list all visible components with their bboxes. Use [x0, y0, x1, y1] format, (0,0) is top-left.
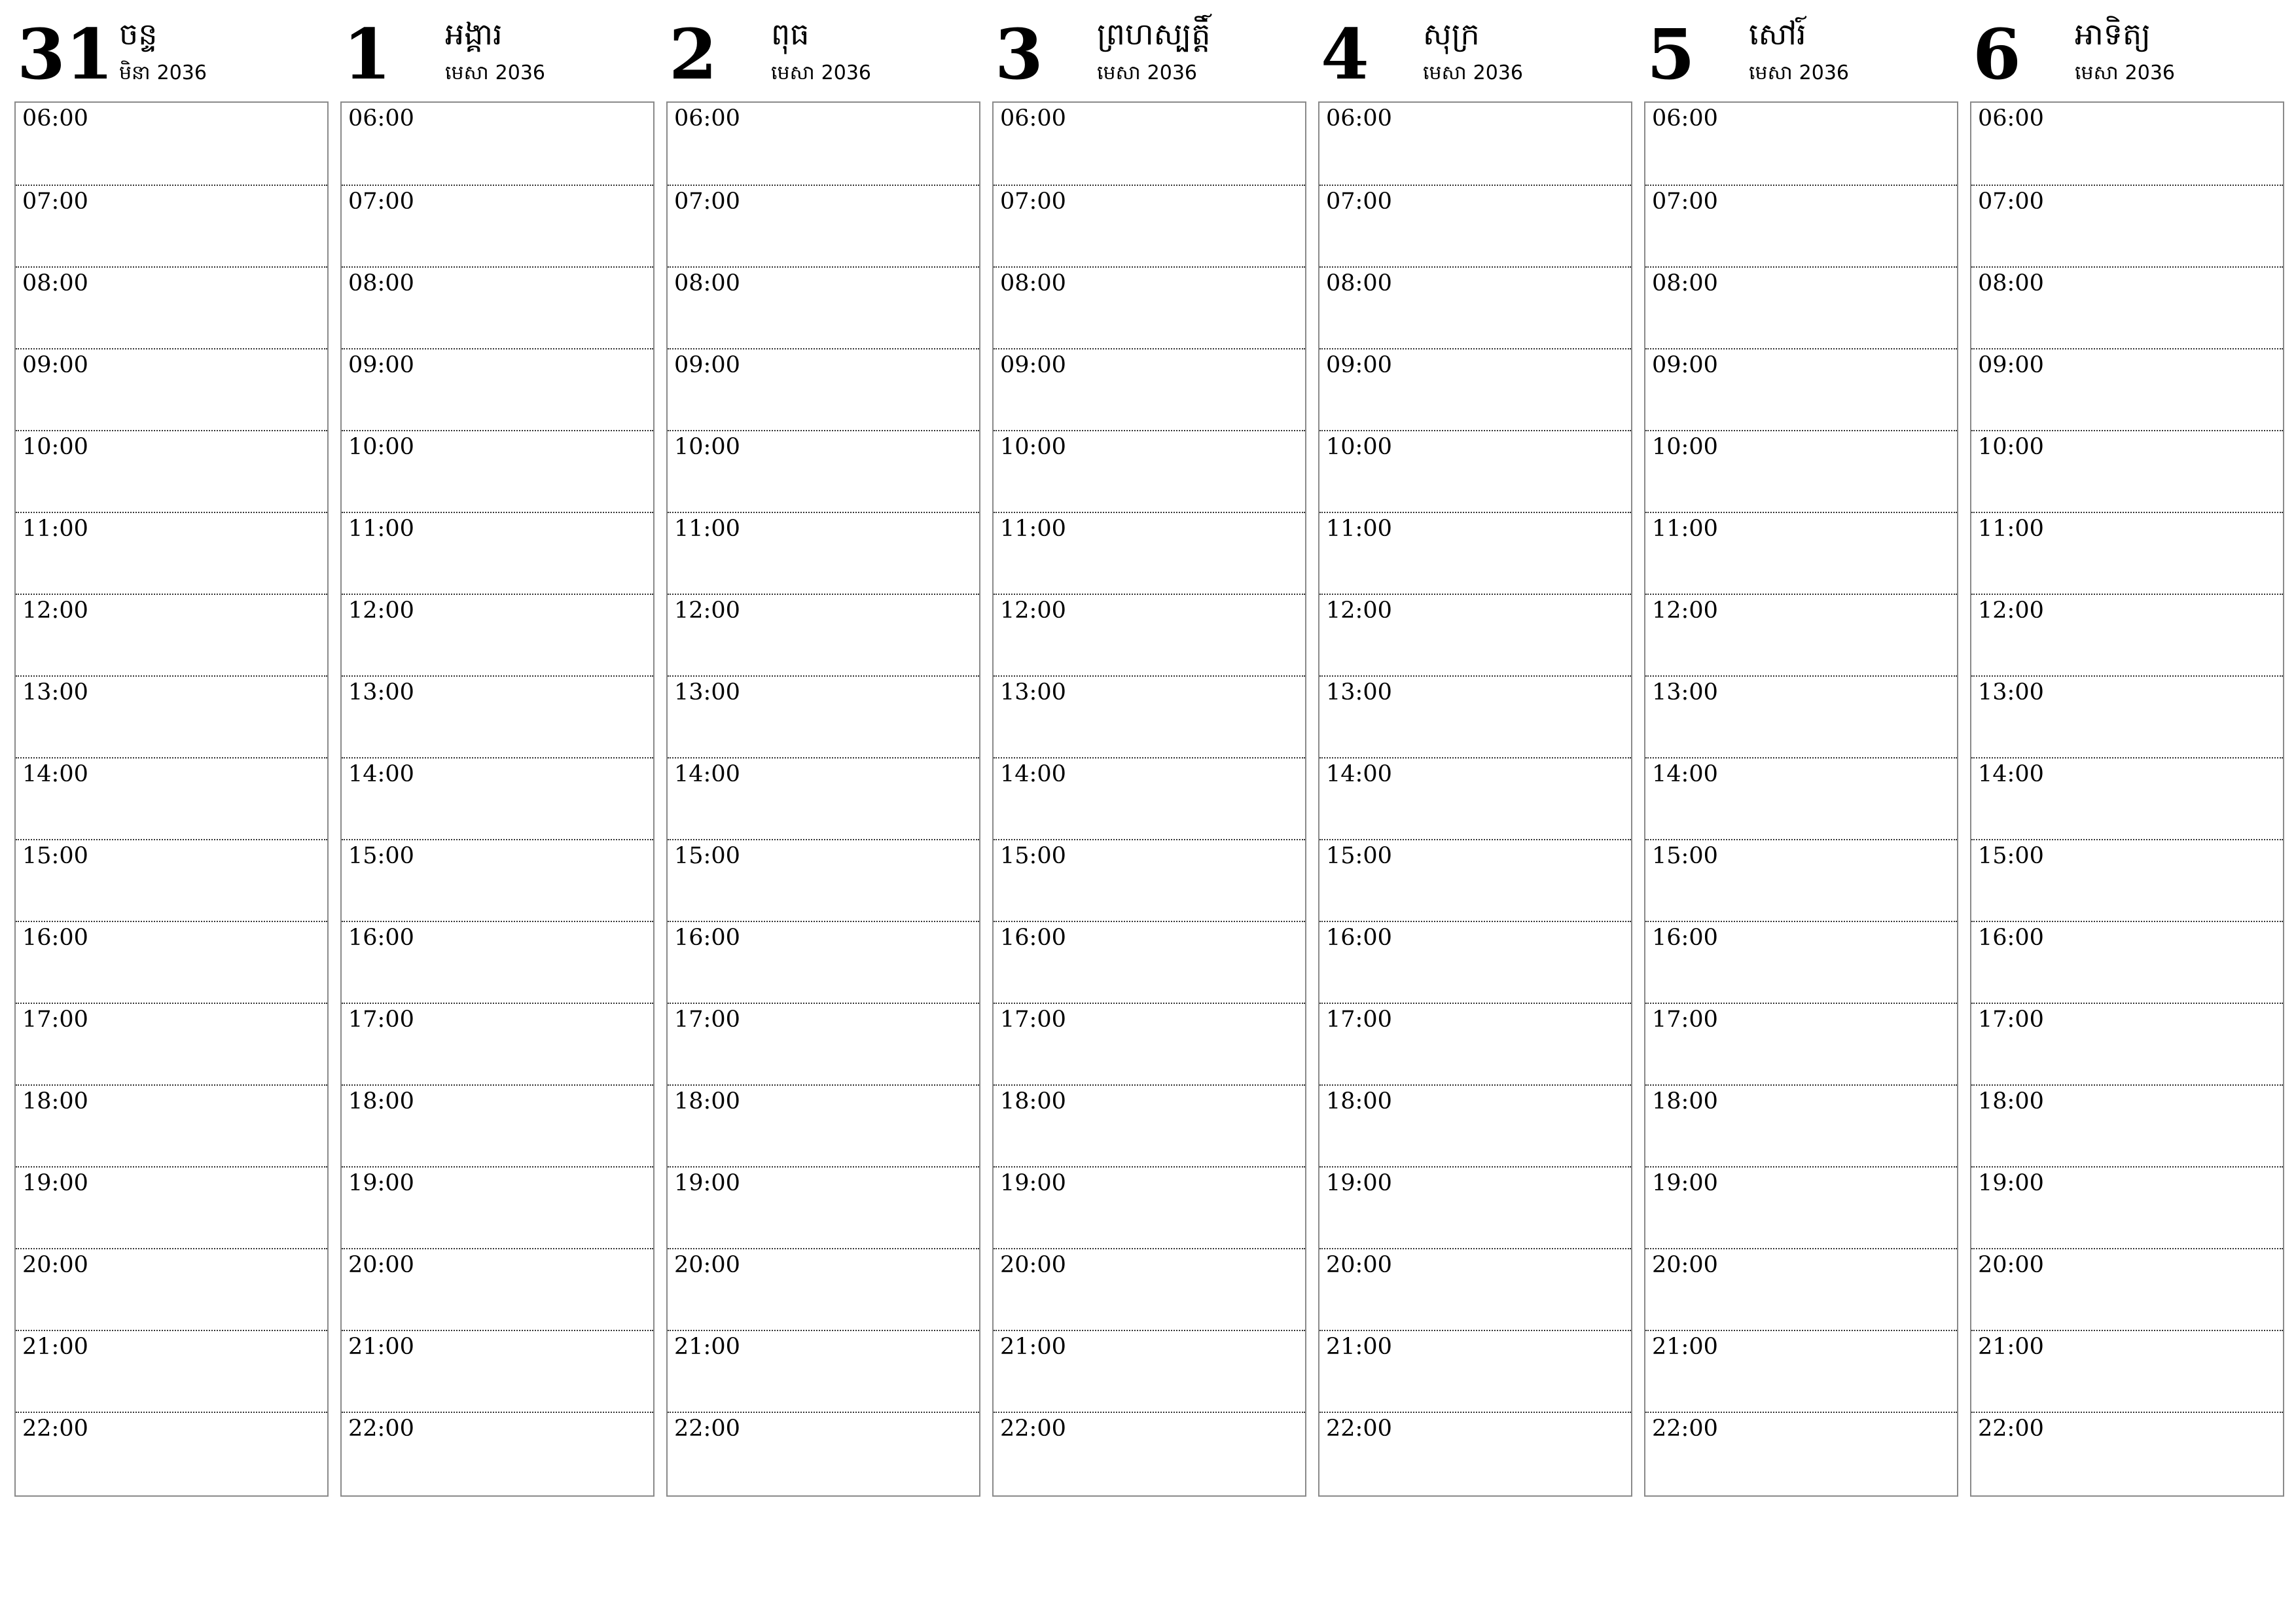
time-label: 10:00 — [22, 434, 88, 460]
day-column — [992, 0, 1306, 1505]
time-label: 09:00 — [674, 352, 740, 378]
time-slot[interactable] — [994, 675, 1305, 757]
time-label: 21:00 — [1978, 1334, 2044, 1360]
time-slot[interactable] — [342, 1084, 653, 1166]
time-slot[interactable] — [342, 266, 653, 348]
time-label: 17:00 — [1978, 1007, 2044, 1033]
month-year — [445, 58, 545, 89]
time-slot[interactable] — [668, 348, 979, 430]
time-label: 18:00 — [1000, 1088, 1066, 1115]
time-label: 14:00 — [1652, 761, 1718, 787]
time-label: 10:00 — [1978, 434, 2044, 460]
month-name: មិនា — [119, 62, 151, 84]
time-slot[interactable] — [16, 1330, 327, 1412]
time-label: 09:00 — [1326, 352, 1392, 378]
time-label: 07:00 — [674, 188, 740, 215]
time-label: 07:00 — [1652, 188, 1718, 215]
month-year — [1097, 58, 1197, 89]
time-slot[interactable] — [1319, 185, 1631, 266]
time-label: 17:00 — [348, 1007, 414, 1033]
time-label: 08:00 — [348, 270, 414, 296]
time-slot[interactable] — [16, 348, 327, 430]
time-label: 09:00 — [1978, 352, 2044, 378]
day-schedule-box — [14, 101, 329, 1497]
month-name: មេសា — [1097, 62, 1141, 84]
time-label: 18:00 — [1326, 1088, 1392, 1115]
time-label: 13:00 — [348, 679, 414, 705]
time-label: 12:00 — [1978, 597, 2044, 624]
time-slot[interactable] — [342, 921, 653, 1003]
time-label: 16:00 — [1326, 925, 1392, 951]
time-label: 07:00 — [1000, 188, 1066, 215]
month-year — [119, 58, 207, 89]
time-label: 17:00 — [674, 1007, 740, 1033]
time-slot[interactable] — [1971, 839, 2283, 921]
time-slot[interactable] — [994, 266, 1305, 348]
time-slot[interactable] — [1645, 1166, 1957, 1248]
day-number: 31 — [17, 13, 114, 95]
time-slot[interactable] — [1971, 1084, 2283, 1166]
time-label: 10:00 — [674, 434, 740, 460]
time-slot[interactable] — [668, 675, 979, 757]
time-slot[interactable] — [16, 1248, 327, 1330]
time-label: 11:00 — [674, 516, 740, 542]
time-label: 18:00 — [674, 1088, 740, 1115]
day-number: 6 — [1973, 13, 2021, 95]
time-label: 13:00 — [22, 679, 88, 705]
month-name: មេសា — [1749, 62, 1793, 84]
time-slot[interactable] — [1971, 1003, 2283, 1084]
day-header — [14, 0, 329, 98]
day-number: 3 — [995, 13, 1043, 95]
time-slot[interactable] — [16, 1166, 327, 1248]
time-slot[interactable] — [16, 266, 327, 348]
time-slot[interactable] — [342, 512, 653, 594]
time-slot[interactable] — [16, 839, 327, 921]
time-slot[interactable] — [16, 675, 327, 757]
time-slot[interactable] — [1645, 675, 1957, 757]
time-slot[interactable] — [1971, 348, 2283, 430]
day-schedule-box — [666, 101, 980, 1497]
time-label: 10:00 — [348, 434, 414, 460]
month-name: មេសា — [2075, 62, 2119, 84]
time-slot[interactable] — [1645, 348, 1957, 430]
time-label: 18:00 — [348, 1088, 414, 1115]
time-slot[interactable] — [1971, 185, 2283, 266]
time-label: 21:00 — [1326, 1334, 1392, 1360]
day-header — [666, 0, 980, 98]
time-slot[interactable] — [1645, 839, 1957, 921]
year: 2036 — [821, 62, 872, 84]
time-slot[interactable] — [1645, 512, 1957, 594]
time-slot[interactable] — [16, 1003, 327, 1084]
time-label: 16:00 — [1652, 925, 1718, 951]
time-slot[interactable] — [1319, 675, 1631, 757]
time-label: 19:00 — [1000, 1170, 1066, 1196]
time-label: 14:00 — [22, 761, 88, 787]
time-slot[interactable] — [668, 1003, 979, 1084]
time-label: 18:00 — [22, 1088, 88, 1115]
time-slot[interactable] — [1971, 1330, 2283, 1412]
day-header — [992, 0, 1306, 98]
time-label: 20:00 — [1978, 1252, 2044, 1278]
day-column — [666, 0, 980, 1505]
day-name: ព្រហស្បត្តិ៍ — [1097, 16, 1211, 52]
time-label: 13:00 — [1978, 679, 2044, 705]
time-slot[interactable] — [1319, 921, 1631, 1003]
time-label: 12:00 — [1000, 597, 1066, 624]
time-slot[interactable] — [1971, 430, 2283, 512]
time-label: 19:00 — [1978, 1170, 2044, 1196]
time-slot[interactable] — [1645, 266, 1957, 348]
day-schedule-box — [1970, 101, 2284, 1497]
time-slot[interactable] — [342, 185, 653, 266]
time-label: 19:00 — [674, 1170, 740, 1196]
time-label: 22:00 — [1000, 1416, 1066, 1442]
time-slot[interactable] — [1319, 430, 1631, 512]
year: 2036 — [156, 62, 207, 84]
time-slot[interactable] — [668, 1166, 979, 1248]
time-slot[interactable] — [16, 1412, 327, 1493]
month-year — [2075, 58, 2175, 89]
time-label: 22:00 — [348, 1416, 414, 1442]
time-label: 14:00 — [1326, 761, 1392, 787]
time-label: 22:00 — [674, 1416, 740, 1442]
time-slot[interactable] — [994, 1003, 1305, 1084]
time-slot[interactable] — [1319, 757, 1631, 839]
time-slot[interactable] — [1971, 1412, 2283, 1493]
time-slot[interactable] — [16, 1084, 327, 1166]
time-slot[interactable] — [668, 512, 979, 594]
day-number: 1 — [343, 13, 391, 95]
month-name: មេសា — [1423, 62, 1467, 84]
time-slot[interactable] — [1319, 103, 1631, 185]
time-slot[interactable] — [342, 430, 653, 512]
time-label: 13:00 — [1000, 679, 1066, 705]
time-slot[interactable] — [342, 1003, 653, 1084]
time-label: 15:00 — [348, 843, 414, 869]
time-slot[interactable] — [1971, 512, 2283, 594]
time-label: 06:00 — [674, 105, 740, 132]
day-header — [1318, 0, 1632, 98]
day-column — [1970, 0, 2284, 1505]
day-number: 4 — [1321, 13, 1369, 95]
time-label: 06:00 — [1326, 105, 1392, 132]
day-column — [1644, 0, 1958, 1505]
time-label: 21:00 — [22, 1334, 88, 1360]
month-year — [771, 58, 871, 89]
time-label: 22:00 — [22, 1416, 88, 1442]
time-label: 08:00 — [1000, 270, 1066, 296]
time-label: 16:00 — [674, 925, 740, 951]
time-slot[interactable] — [1971, 103, 2283, 185]
time-slot[interactable] — [1319, 512, 1631, 594]
time-slot[interactable] — [994, 103, 1305, 185]
time-label: 08:00 — [1978, 270, 2044, 296]
time-slot[interactable] — [342, 348, 653, 430]
time-slot[interactable] — [1319, 839, 1631, 921]
time-slot[interactable] — [1319, 1084, 1631, 1166]
year: 2036 — [1473, 62, 1524, 84]
time-slot[interactable] — [1645, 103, 1957, 185]
time-label: 11:00 — [1652, 516, 1718, 542]
time-slot[interactable] — [1645, 594, 1957, 675]
month-year — [1749, 58, 1849, 89]
day-name: ពុធ — [771, 16, 810, 52]
time-slot[interactable] — [16, 921, 327, 1003]
time-slot[interactable] — [668, 430, 979, 512]
time-label: 19:00 — [22, 1170, 88, 1196]
time-slot[interactable] — [1319, 348, 1631, 430]
time-label: 21:00 — [674, 1334, 740, 1360]
time-label: 13:00 — [674, 679, 740, 705]
day-number: 2 — [669, 13, 717, 95]
time-label: 09:00 — [1652, 352, 1718, 378]
time-label: 22:00 — [1652, 1416, 1718, 1442]
time-label: 08:00 — [674, 270, 740, 296]
time-slot[interactable] — [1319, 1412, 1631, 1493]
time-slot[interactable] — [994, 1248, 1305, 1330]
time-label: 21:00 — [1000, 1334, 1066, 1360]
time-slot[interactable] — [16, 594, 327, 675]
day-schedule-box — [340, 101, 655, 1497]
month-name: មេសា — [445, 62, 489, 84]
time-slot[interactable] — [1971, 921, 2283, 1003]
time-label: 15:00 — [22, 843, 88, 869]
time-slot[interactable] — [668, 1084, 979, 1166]
time-label: 18:00 — [1978, 1088, 2044, 1115]
time-slot[interactable] — [342, 103, 653, 185]
day-name: អាទិត្យ — [2075, 16, 2151, 52]
time-slot[interactable] — [668, 757, 979, 839]
time-slot[interactable] — [16, 430, 327, 512]
time-label: 19:00 — [1326, 1170, 1392, 1196]
time-label: 20:00 — [674, 1252, 740, 1278]
day-header — [340, 0, 655, 98]
time-label: 09:00 — [22, 352, 88, 378]
time-label: 11:00 — [1000, 516, 1066, 542]
day-column — [1318, 0, 1632, 1505]
time-slot[interactable] — [342, 1330, 653, 1412]
time-slot[interactable] — [342, 757, 653, 839]
time-slot[interactable] — [1971, 594, 2283, 675]
time-label: 07:00 — [348, 188, 414, 215]
time-slot[interactable] — [668, 1330, 979, 1412]
time-slot[interactable] — [16, 185, 327, 266]
time-label: 17:00 — [1000, 1007, 1066, 1033]
time-slot[interactable] — [994, 430, 1305, 512]
time-label: 10:00 — [1326, 434, 1392, 460]
time-label: 14:00 — [1000, 761, 1066, 787]
time-slot[interactable] — [994, 839, 1305, 921]
time-label: 12:00 — [1652, 597, 1718, 624]
time-slot[interactable] — [668, 103, 979, 185]
time-label: 19:00 — [1652, 1170, 1718, 1196]
time-label: 16:00 — [348, 925, 414, 951]
time-label: 16:00 — [1000, 925, 1066, 951]
time-label: 07:00 — [1978, 188, 2044, 215]
time-label: 17:00 — [1326, 1007, 1392, 1033]
time-label: 11:00 — [1978, 516, 2044, 542]
time-slot[interactable] — [668, 1412, 979, 1493]
time-label: 22:00 — [1978, 1416, 2044, 1442]
time-label: 08:00 — [22, 270, 88, 296]
time-label: 16:00 — [22, 925, 88, 951]
time-slot[interactable] — [668, 266, 979, 348]
time-slot[interactable] — [1319, 1003, 1631, 1084]
time-label: 09:00 — [1000, 352, 1066, 378]
time-slot[interactable] — [1645, 921, 1957, 1003]
time-label: 16:00 — [1978, 925, 2044, 951]
day-name: អង្គារ — [445, 16, 503, 52]
time-label: 17:00 — [22, 1007, 88, 1033]
time-slot[interactable] — [1645, 1330, 1957, 1412]
day-header — [1970, 0, 2284, 98]
time-slot[interactable] — [16, 512, 327, 594]
time-slot[interactable] — [342, 1248, 653, 1330]
time-label: 06:00 — [1652, 105, 1718, 132]
day-name: ចន្ទ — [119, 16, 158, 52]
time-label: 20:00 — [1326, 1252, 1392, 1278]
time-label: 19:00 — [348, 1170, 414, 1196]
time-slot[interactable] — [1645, 1003, 1957, 1084]
time-slot[interactable] — [994, 594, 1305, 675]
time-label: 06:00 — [22, 105, 88, 132]
time-label: 10:00 — [1000, 434, 1066, 460]
time-label: 15:00 — [1000, 843, 1066, 869]
time-label: 11:00 — [22, 516, 88, 542]
time-label: 12:00 — [22, 597, 88, 624]
time-slot[interactable] — [994, 757, 1305, 839]
time-slot[interactable] — [16, 757, 327, 839]
year: 2036 — [495, 62, 546, 84]
day-header — [1644, 0, 1958, 98]
time-slot[interactable] — [994, 348, 1305, 430]
time-label: 13:00 — [1326, 679, 1392, 705]
time-slot[interactable] — [342, 675, 653, 757]
day-name: សុក្រ — [1423, 16, 1480, 52]
time-slot[interactable] — [668, 839, 979, 921]
time-label: 20:00 — [348, 1252, 414, 1278]
year: 2036 — [1799, 62, 1850, 84]
time-label: 18:00 — [1652, 1088, 1718, 1115]
time-slot[interactable] — [1971, 757, 2283, 839]
time-label: 07:00 — [22, 188, 88, 215]
day-column — [14, 0, 329, 1505]
time-slot[interactable] — [994, 1412, 1305, 1493]
time-slot[interactable] — [1645, 430, 1957, 512]
time-label: 20:00 — [22, 1252, 88, 1278]
time-slot[interactable] — [1319, 1248, 1631, 1330]
time-label: 12:00 — [1326, 597, 1392, 624]
time-slot[interactable] — [1319, 1330, 1631, 1412]
time-label: 15:00 — [1326, 843, 1392, 869]
month-name: មេសា — [771, 62, 815, 84]
time-slot[interactable] — [342, 839, 653, 921]
time-slot[interactable] — [1645, 1084, 1957, 1166]
time-label: 12:00 — [674, 597, 740, 624]
time-label: 20:00 — [1652, 1252, 1718, 1278]
time-slot[interactable] — [668, 1248, 979, 1330]
time-slot[interactable] — [1971, 1248, 2283, 1330]
time-label: 09:00 — [348, 352, 414, 378]
time-label: 12:00 — [348, 597, 414, 624]
time-slot[interactable] — [1971, 1166, 2283, 1248]
time-label: 08:00 — [1652, 270, 1718, 296]
time-label: 14:00 — [348, 761, 414, 787]
time-label: 10:00 — [1652, 434, 1718, 460]
time-slot[interactable] — [342, 1166, 653, 1248]
time-slot[interactable] — [1319, 266, 1631, 348]
time-label: 06:00 — [348, 105, 414, 132]
year: 2036 — [1147, 62, 1198, 84]
time-label: 15:00 — [1652, 843, 1718, 869]
time-slot[interactable] — [994, 185, 1305, 266]
time-slot[interactable] — [994, 512, 1305, 594]
time-label: 11:00 — [348, 516, 414, 542]
year: 2036 — [2125, 62, 2176, 84]
time-slot[interactable] — [1319, 1166, 1631, 1248]
time-label: 21:00 — [348, 1334, 414, 1360]
day-schedule-box — [992, 101, 1306, 1497]
time-label: 22:00 — [1326, 1416, 1392, 1442]
time-slot[interactable] — [668, 185, 979, 266]
time-slot[interactable] — [1645, 1248, 1957, 1330]
time-label: 11:00 — [1326, 516, 1392, 542]
time-slot[interactable] — [994, 921, 1305, 1003]
time-slot[interactable] — [1971, 266, 2283, 348]
time-slot[interactable] — [1645, 1412, 1957, 1493]
day-schedule-box — [1644, 101, 1958, 1497]
time-label: 15:00 — [1978, 843, 2044, 869]
time-slot[interactable] — [668, 921, 979, 1003]
time-label: 07:00 — [1326, 188, 1392, 215]
time-slot[interactable] — [342, 594, 653, 675]
time-slot[interactable] — [1319, 594, 1631, 675]
time-label: 06:00 — [1978, 105, 2044, 132]
day-schedule-box — [1318, 101, 1632, 1497]
time-label: 08:00 — [1326, 270, 1392, 296]
time-slot[interactable] — [1645, 757, 1957, 839]
day-name: សៅរ៍ — [1749, 16, 1806, 52]
time-label: 06:00 — [1000, 105, 1066, 132]
time-label: 17:00 — [1652, 1007, 1718, 1033]
time-label: 15:00 — [674, 843, 740, 869]
time-label: 14:00 — [1978, 761, 2044, 787]
time-slot[interactable] — [668, 594, 979, 675]
time-slot[interactable] — [1971, 675, 2283, 757]
day-number: 5 — [1647, 13, 1695, 95]
time-slot[interactable] — [342, 1412, 653, 1493]
time-slot[interactable] — [994, 1330, 1305, 1412]
time-slot[interactable] — [994, 1084, 1305, 1166]
time-label: 21:00 — [1652, 1334, 1718, 1360]
time-slot[interactable] — [994, 1166, 1305, 1248]
time-label: 20:00 — [1000, 1252, 1066, 1278]
month-year — [1423, 58, 1523, 89]
day-column — [340, 0, 655, 1505]
time-slot[interactable] — [1645, 185, 1957, 266]
time-slot[interactable] — [16, 103, 327, 185]
time-label: 13:00 — [1652, 679, 1718, 705]
time-label: 14:00 — [674, 761, 740, 787]
